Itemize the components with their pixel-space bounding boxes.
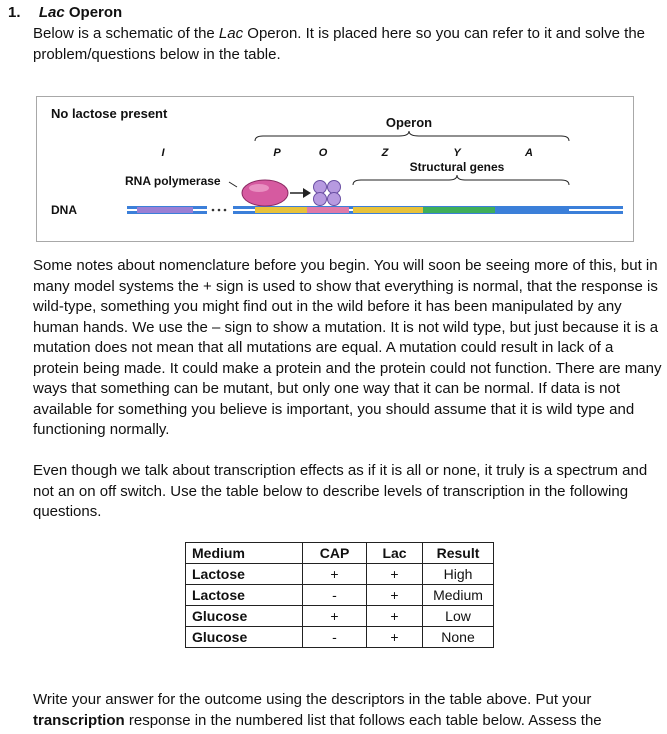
cell-result: Medium [423,585,494,606]
table-row [186,627,494,648]
intro-part2: Operon. It is placed here so you can refer to it and solve the problem/questions below in the table. [33,25,646,63]
structural-genes-label: Structural genes [409,160,505,174]
dna-label: DNA [51,203,77,217]
instructions-paragraph [33,690,663,731]
gene-y-label: Y [453,147,461,159]
cell-medium: Lactose [186,585,303,606]
dna-gap-dot [224,209,227,212]
condition-label: No lactose present [51,106,168,121]
gene-y-segment [423,207,495,213]
cell-medium: Glucose [186,627,303,648]
gene-o-label: O [318,147,328,159]
intro-text [33,24,663,65]
question-heading [8,4,122,21]
gene-i-segment [137,207,193,213]
operon-label: Operon [385,115,433,130]
instructions-part1: Write your answer for the outcome using the descriptors in the table above. Put your [33,691,592,708]
rna-polymerase-label: RNA polymerase [125,174,221,188]
cell-result: None [423,627,494,648]
table-header-row [186,543,494,564]
gene-a-label: A [525,147,533,159]
header-medium: Medium [186,543,303,564]
question-title-rest: Operon [64,4,123,21]
intro-italic: Lac [218,25,244,42]
cell-medium: Glucose [186,606,303,627]
intro-part1: Below is a schematic of the [33,25,219,42]
gene-i-label: I [161,147,165,159]
cell-result: Low [423,606,494,627]
instructions-bold: transcription [33,711,125,729]
gene-z-segment [353,207,423,213]
header-cap: CAP [303,543,367,564]
cell-lac: + [367,606,423,627]
transcription-level-table [185,542,494,648]
promoter-segment [255,207,307,213]
rna-polymerase-highlight [249,184,269,192]
structural-genes-bracket [353,175,569,185]
header-lac: Lac [367,543,423,564]
cell-lac: + [367,627,423,648]
cell-result: High [423,564,494,585]
repressor-subunit [328,181,341,194]
cell-cap: - [303,585,367,606]
cell-medium: Lactose [186,564,303,585]
cell-cap: + [303,606,367,627]
repressor-subunit [314,193,327,206]
lac-operon-schematic [37,97,633,241]
table-row [186,606,494,627]
question-title-italic: Lac [38,4,65,21]
header-result: Result [423,543,494,564]
lac-operon-figure [36,96,634,242]
repressor-subunit [328,193,341,206]
gene-p-label: P [273,147,281,159]
cell-lac: + [367,585,423,606]
table-row [186,585,494,606]
transcription-spectrum-paragraph: Even though we talk about transcription effects as if it is all or none, it truly is a spectrum and not an on off switch. Use the table below to describe levels of transcription in the following questions. [33,462,648,520]
gene-z-label: Z [381,147,389,159]
gene-a-segment [495,207,569,213]
cell-cap: - [303,627,367,648]
dna-strand [127,206,623,214]
instructions-part2: response in the numbered list that follows each table below. Assess the [124,711,602,729]
arrow-icon [303,188,311,198]
cell-lac: + [367,564,423,585]
operator-segment [307,207,349,213]
table-row [186,564,494,585]
operon-bracket [255,131,569,141]
dna-gap-dot [212,209,215,212]
rna-polymerase-pointer [229,182,237,187]
cell-cap: + [303,564,367,585]
repressor-subunit [314,181,327,194]
dna-gap-dot [218,209,221,212]
repressor-icon [314,181,341,206]
rna-polymerase-blob [242,180,288,206]
question-number: 1. [8,4,21,21]
nomenclature-paragraph: Some notes about nomenclature before you begin. You will soon be seeing more of this, but in many model systems the + sign is used to show that everything is normal, that the response is wild-type, something you might find out in the wild before it has been manipulated by any human hands. We use the – sign to show a mutation. It is not wild type, but just because it is a mutation does not mean that all mutations are equal. A mutation could result in lack of a protein being made. It could make a protein and the protein could not function. There are many ways that something can be mutant, but only one way that it can be normal. If data is not available for something you believe is important, you should assume that it is wild type and functioning normally. [33,257,662,438]
